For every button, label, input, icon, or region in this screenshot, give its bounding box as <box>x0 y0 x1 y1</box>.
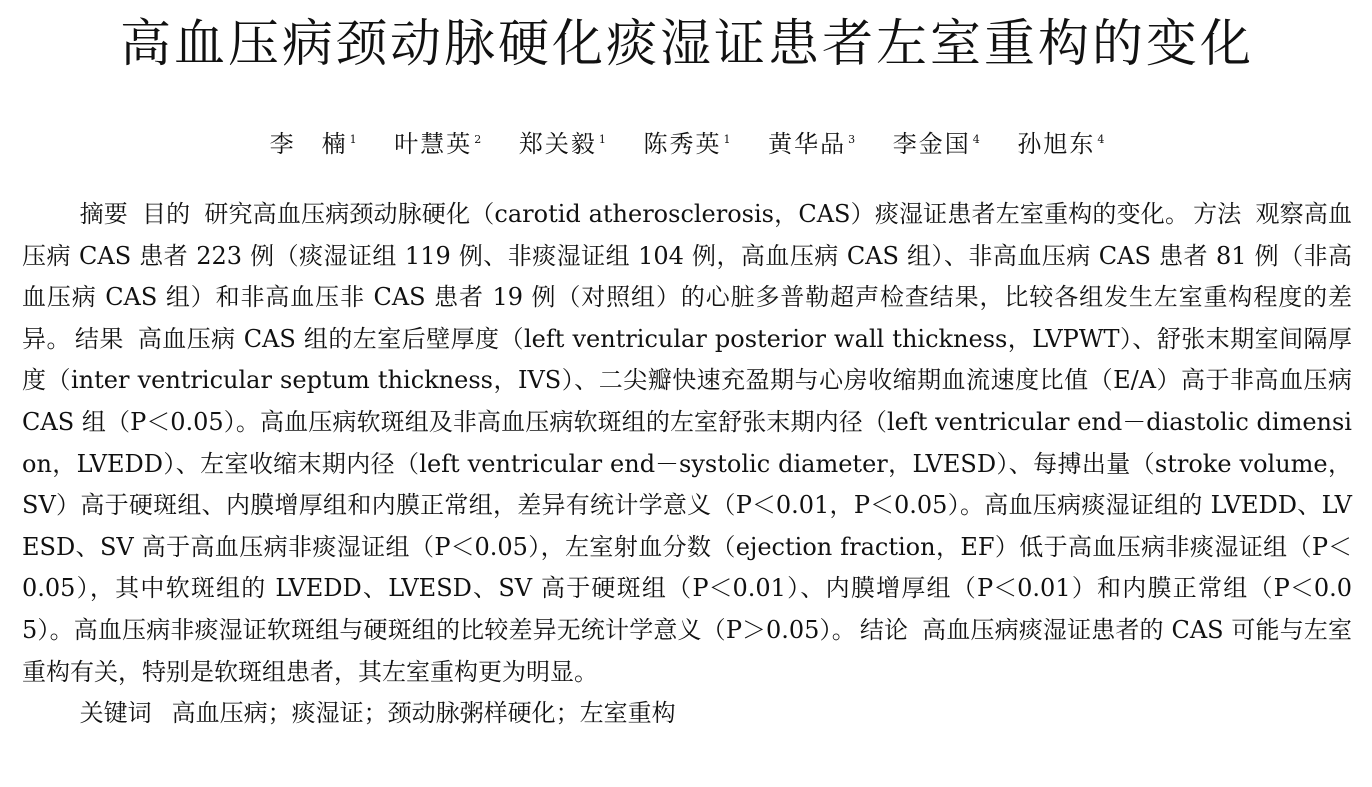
paper-title: 高血压病颈动脉硬化痰湿证患者左室重构的变化 <box>119 15 1254 74</box>
author-name: 陈秀英 <box>643 130 722 158</box>
author-affiliation: 3 <box>848 133 856 146</box>
author <box>893 126 980 158</box>
author-name: 李金国 <box>892 130 971 158</box>
keywords <box>22 693 1352 733</box>
author-name: 李 楠 <box>269 130 348 158</box>
methods-label: 方法 <box>1193 200 1242 228</box>
author-name: 郑关毅 <box>518 130 597 158</box>
author-list <box>22 126 1352 158</box>
objective-label: 目的 <box>141 200 191 228</box>
author-affiliation: 1 <box>723 133 731 146</box>
author-affiliation: 4 <box>972 133 980 146</box>
author-affiliation: 1 <box>598 133 606 146</box>
objective-text: 研究高血压病颈动脉硬化（carotid atherosclerosis，CAS）痰湿证患者左室重构的变化。 <box>204 200 1190 228</box>
keywords-text: 高血压病；痰湿证；颈动脉粥样硬化；左室重构 <box>171 699 676 728</box>
results-label: 结果 <box>74 324 124 353</box>
author-name: 叶慧英 <box>394 130 473 158</box>
author <box>644 126 731 158</box>
author-affiliation: 2 <box>474 133 482 146</box>
author <box>1017 126 1104 158</box>
conclusion-label: 结论 <box>859 615 909 644</box>
author-name: 黄华品 <box>768 130 847 158</box>
author-affiliation: 1 <box>349 133 357 146</box>
author <box>394 126 481 158</box>
author <box>270 126 357 158</box>
author <box>768 126 855 158</box>
author-affiliation: 4 <box>1097 133 1105 146</box>
author <box>519 126 606 158</box>
abstract-label: 摘要 <box>79 200 128 228</box>
keywords-label: 关键词 <box>79 699 152 728</box>
conclusion-text: 高血压病痰湿证患者的 CAS 可能与左室重构有关，特别是软斑组患者，其左室重构更为明显。 <box>22 615 1352 686</box>
results-text: 高血压病 CAS 组的左室后壁厚度（left ventricular posterior wall thickness，LVPWT）、舒张末期室间隔厚度（inter ventricular septum thickness，IVS）、二尖瓣快速充盈期与心房收缩期血流速度比值（E/A）高于非高血压病 CAS 组（P＜0.05）。高血压病软斑组及非高血压病软斑组的左室舒张末期内径（left ventricular end－diastolic dimension，LVEDD）、左室收缩末期内径（left ventricular end－systolic diameter，LVESD）、每搏出量（stroke volume，SV）高于硬斑组、内膜增厚组和内膜正常组，差异有统计学意义（P＜0.01，P＜0.05）。高血压病痰湿证组的 LVEDD、LVESD、SV 高于高血压病非痰湿证组（P＜0.05），左室射血分数（ejection fraction，EF）低于高血压病非痰湿证组（P＜0.05），其中软斑组的 LVEDD、LVESD、SV 高于硬斑组（P＜0.01）、内膜增厚组（P＜0.01）和内膜正常组（P＜0.05）。高血压病非痰湿证软斑组与硬斑组的比较差异无统计学意义（P＞0.05）。 <box>22 324 1353 644</box>
abstract <box>22 194 1352 693</box>
methods-text: 观察高血压病 CAS 患者 223 例（痰湿证组 119 例、非痰湿证组 104 例，高血压病 CAS 组）、非高血压病 CAS 患者 81 例（非高血压病 CAS 组）和非高血压非 CAS 患者 19 例（对照组）的心脏多普勒超声检查结果，比较各组发生左室重构程度的差异。 <box>22 200 1353 353</box>
author-name: 孙旭东 <box>1017 130 1096 158</box>
